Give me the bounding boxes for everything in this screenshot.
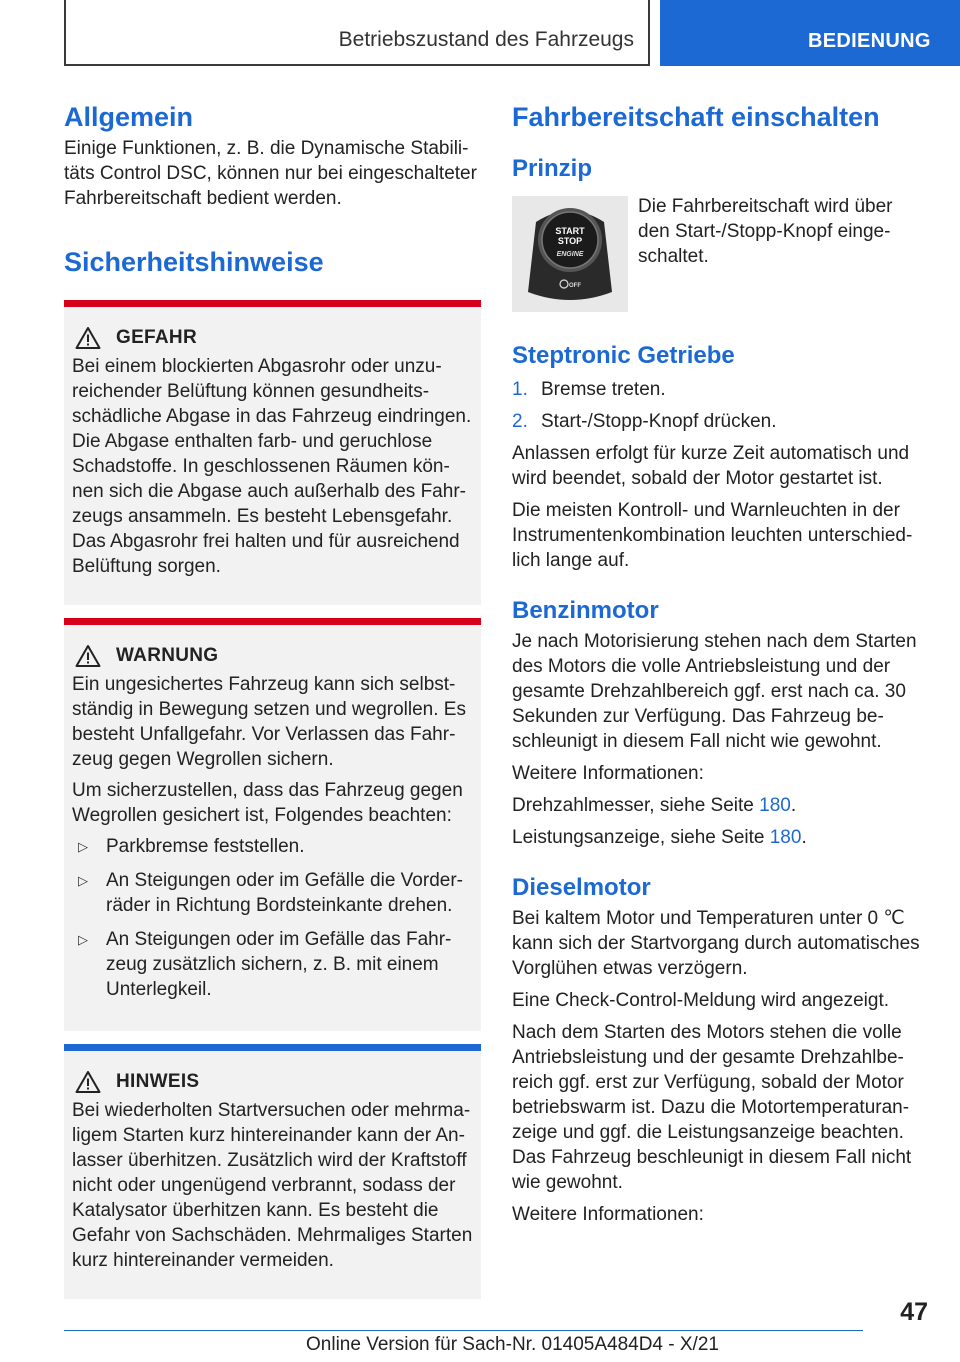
footer-text: Online Version für Sach-Nr. 01405A484D4 - X/21 [306, 1334, 719, 1355]
prinzip-block [512, 196, 924, 312]
reference-leistungsanzeige [512, 825, 924, 850]
allgemein-heading: Allgemein [64, 102, 194, 132]
reference-text: Leistungsanzeige, siehe Seite [512, 827, 770, 848]
reference-text: Drehzahlmesser, siehe Seite [512, 795, 760, 816]
allgemein-text: Einige Funktionen, z. B. die Dynamische Stabilitäts Control DSC, können nur bei eingeschalteter Fahrbereitschaft bedient werden. [64, 138, 477, 209]
warning-list [72, 834, 473, 1002]
prinzip-heading: Prinzip [512, 155, 593, 182]
start-stop-button-image [512, 196, 628, 312]
page-number: 47 [900, 1298, 928, 1326]
step-number: 1. [512, 379, 528, 400]
reference-drehzahlmesser [512, 793, 924, 818]
fahrbereitschaft-heading: Fahrbereitschaft einschalten [512, 102, 880, 132]
dieselmotor-text-3: Nach dem Starten des Motors stehen die volle Antriebsleistung und der gesamte Drehzahlbereich ggf. erst zur Verfügung, sobald der Motor betriebswarm ist. Dazu die Motortemperaturanzeige und ggf. die Leistungsanzeige beachten. Das Fahrzeug beschleunigt in diesem Fall nicht wie gewohnt. [512, 1022, 912, 1193]
warning-text-2: Um sicherzustellen, dass das Fahrzeug gegen Wegrollen gesichert ist, Folgendes beachten: [72, 780, 463, 826]
benzinmotor-heading: Benzinmotor [512, 597, 659, 624]
dieselmotor-heading: Dieselmotor [512, 874, 651, 901]
button-label-engine: ENGINE [556, 251, 584, 258]
warning-triangle-icon [75, 1070, 101, 1094]
note-text: Bei wiederholten Startversuchen oder mehrmaligem Starten kurz hintereinander kann der Anlasser überhitzen. Zusätzlich wird der Kraftstoff nicht oder ungenügend verbrannt, sodass der Katalysator überhitzen kann. Es besteht die Gefahr von Sachschäden. Mehrmaliges Starten kurz hintereinander vermeiden. [72, 1100, 473, 1271]
button-label-start: START [555, 226, 585, 236]
list-item [512, 409, 924, 434]
note-box [64, 1044, 481, 1299]
note-bar [64, 1044, 481, 1051]
list-item [72, 868, 473, 918]
right-column [512, 100, 924, 1227]
benzinmotor-text: Je nach Motorisierung stehen nach dem Starten des Motors die volle Antriebsleistung und der gesamte Drehzahlbereich ggf. erst nach ca. 30 Sekunden zur Verfügung. Das Fahrzeug beschleunigt in diesem Fall nicht wie gewohnt. [512, 631, 917, 752]
benzinmotor-more: Weitere Informationen: [512, 763, 704, 784]
list-item [512, 377, 924, 402]
header-section-tab [64, 0, 650, 66]
step-text: Bremse treten. [541, 379, 666, 400]
page-link-180[interactable]: 180 [769, 827, 802, 848]
warning-triangle-icon [75, 326, 101, 350]
steptronic-steps [512, 377, 924, 434]
bullet-triangle-icon: ▷ [78, 839, 88, 854]
dieselmotor-more: Weitere Informationen: [512, 1204, 704, 1225]
header-chapter-tab [660, 0, 960, 66]
danger-box [64, 300, 481, 605]
bullet-triangle-icon: ▷ [78, 873, 88, 888]
danger-text: Bei einem blockierten Abgasrohr oder unzureichender Belüftung können gesundheitsschädliche Abgase in das Fahrzeug eindringen. Die Abgase enthalten farb- und geruchlose Schadstoffe. In geschlossenen Räumen können sich die Abgase auch außerhalb des Fahrzeugs ansammeln. Es besteht Lebensgefahr. Das Abgasrohr frei halten und für ausreichend Belüftung sorgen. [72, 356, 472, 577]
warning-title: WARNUNG [116, 645, 219, 666]
warning-text-1: Ein ungesichertes Fahrzeug kann sich selbstständig in Bewegung setzen und wegrollen. Es besteht Unfallgefahr. Vor Verlassen das Fahrzeug gegen Wegrollen sichern. [72, 674, 466, 770]
list-item-text: An Steigungen oder im Gefälle das Fahrzeug zusätzlich sichern, z. B. mit einem Unterlegkeil. [106, 929, 452, 1000]
header-chapter-title: BEDIENUNG [808, 30, 931, 52]
page-link-180[interactable]: 180 [759, 795, 791, 816]
warning-bar [64, 618, 481, 625]
list-item [72, 834, 473, 859]
steptronic-text-2: Die meisten Kontroll- und Warnleuchten in der Instrumentenkombination leuchten unterschiedlich lange auf. [512, 500, 913, 571]
sicherheit-heading: Sicherheitshinweise [64, 247, 324, 277]
button-label-stop: STOP [557, 236, 583, 246]
footer-divider [64, 1330, 863, 1331]
prinzip-text: Die Fahrbereitschaft wird über den Start-/Stopp-Knopf eingeschaltet. [638, 196, 893, 267]
note-title: HINWEIS [116, 1071, 200, 1092]
steptronic-heading: Steptronic Getriebe [512, 342, 735, 369]
list-item [72, 927, 473, 1002]
dieselmotor-text-2: Eine Check-Control-Meldung wird angezeigt. [512, 990, 890, 1011]
step-text: Start-/Stopp-Knopf drücken. [541, 411, 777, 432]
dieselmotor-text-1: Bei kaltem Motor und Temperaturen unter 0 ℃ kann sich der Startvorgang durch automatisches Vorglühen etwas verzögern. [512, 908, 920, 979]
left-column [64, 100, 481, 1299]
danger-title: GEFAHR [116, 327, 197, 348]
danger-bar [64, 300, 481, 307]
reference-period: . [790, 795, 797, 816]
list-item-text: Parkbremse feststellen. [106, 836, 305, 857]
warning-box [64, 618, 481, 1031]
bullet-triangle-icon: ▷ [78, 932, 88, 947]
list-item-text: An Steigungen oder im Gefälle die Vorderräder in Richtung Bordsteinkante drehen. [106, 870, 463, 916]
button-label-off: OFF [569, 283, 581, 289]
header-section-title: Betriebszustand des Fahrzeugs [338, 28, 634, 51]
reference-period: . [801, 827, 807, 848]
warning-triangle-icon [75, 644, 101, 668]
steptronic-text-1: Anlassen erfolgt für kurze Zeit automatisch und wird beendet, sobald der Motor gestartet ist. [512, 443, 910, 489]
step-number: 2. [512, 411, 528, 432]
